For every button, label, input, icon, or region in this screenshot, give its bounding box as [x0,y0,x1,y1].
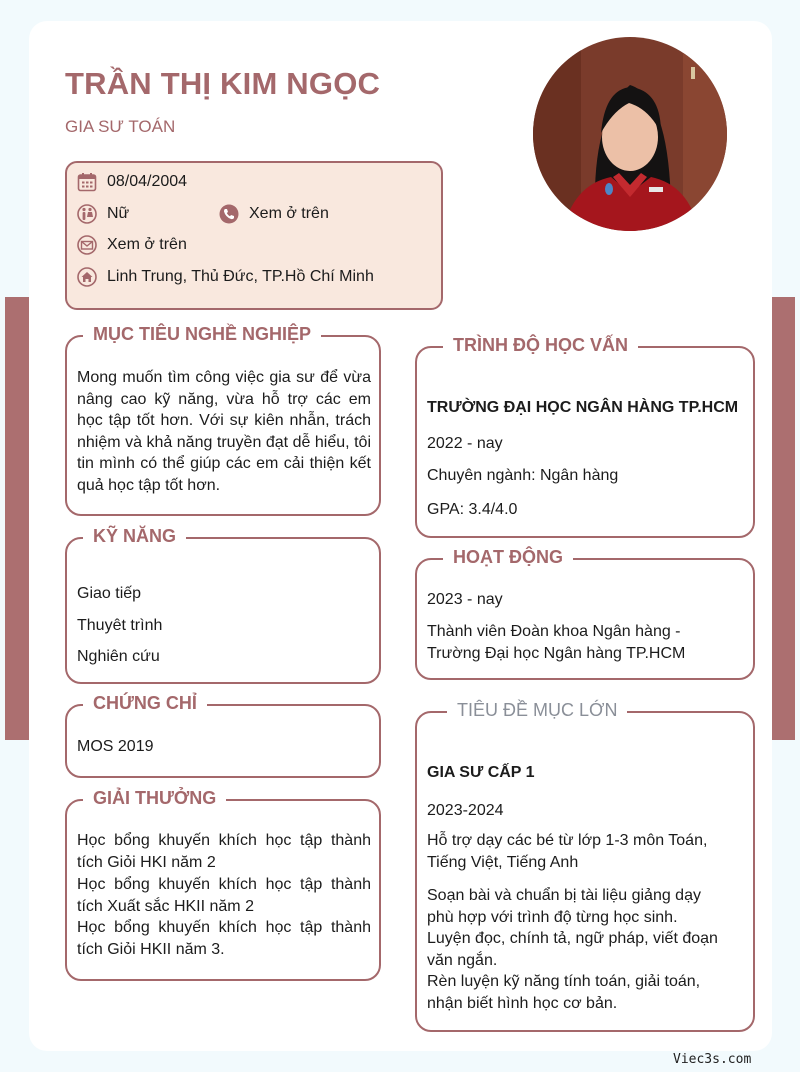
email-value: Xem ở trên [107,236,187,253]
education-gpa: GPA: 3.4/4.0 [427,501,518,518]
phone-row [219,204,329,224]
birthday-value: 08/04/2004 [107,173,188,190]
activity-period: 2023 - nay [427,591,503,608]
profile-photo [533,37,727,231]
award-item: Học bổng khuyến khích học tập thành tích Giỏi HKII năm 3. [77,919,371,958]
phone-value: Xem ở trên [249,205,329,222]
skill-item: Thuyêt trình [77,617,163,634]
experience-period: 2023-2024 [427,802,504,819]
experience-task: Luyện đọc, chính tả, ngữ pháp, viết đoạn văn ngắn. [427,930,718,969]
address-value: Linh Trung, Thủ Đức, TP.Hồ Chí Minh [107,268,374,285]
address-row [77,267,374,287]
objective-title: MỤC TIÊU NGHỀ NGHIỆP [83,324,321,345]
objective-section [65,324,381,516]
birthday-row [77,172,187,192]
certificates-title: CHỨNG CHỈ [83,693,207,714]
skills-title: KỸ NĂNG [83,526,186,547]
award-item: Học bổng khuyến khích học tập thành tích Xuất sắc HKII năm 2 [77,876,371,915]
experience-summary: Hỗ trợ dạy các bé từ lớp 1-3 môn Toán, Tiếng Việt, Tiếng Anh [427,832,708,871]
experience-title: TIÊU ĐỀ MỤC LỚN [447,700,627,721]
email-icon [77,235,97,255]
education-major: Chuyên ngành: Ngân hàng [427,467,619,484]
education-title: TRÌNH ĐỘ HỌC VẤN [443,335,638,356]
activities-title: HOẠT ĐỘNG [443,547,573,568]
gender-icon [77,204,97,224]
candidate-name: TRẦN THỊ KIM NGỌC [65,66,381,101]
activity-desc: Thành viên Đoàn khoa Ngân hàng - Trường Đại học Ngân hàng TP.HCM [427,623,686,662]
awards-section [65,788,381,981]
candidate-role: GIA SƯ TOÁN [65,117,176,136]
experience-position: GIA SƯ CẤP 1 [427,764,535,781]
side-band-right [771,297,795,740]
experience-task: Soạn bài và chuẩn bị tài liệu giảng dạy phù hợp với trình độ từng học sinh. [427,887,701,926]
calendar-icon [77,172,97,192]
objective-text: Mong muốn tìm công việc gia sư để vừa nâng cao kỹ năng, vừa hỗ trợ các em học tập tốt hơn. Với sự kiên nhẫn, trách nhiệm và khả năng truyền đạt dễ hiểu, tôi tin mình có thể giúp các em cải thiện kết quả học tập tốt hơn. [77,369,371,494]
awards-title: GIẢI THƯỞNG [83,788,226,809]
school-name: TRƯỜNG ĐẠI HỌC NGÂN HÀNG TP.HCM [427,399,739,416]
certificates-section [65,693,381,778]
skill-item: Giao tiếp [77,585,142,602]
activities-section [415,547,755,680]
side-band-left [5,297,29,740]
education-period: 2022 - nay [427,435,503,452]
gender-row [77,204,129,224]
home-icon [77,267,97,287]
certificate-item: MOS 2019 [77,738,154,755]
email-row [77,235,187,255]
experience-task: Rèn luyện kỹ năng tính toán, giải toán, nhận biết hình học cơ bản. [427,973,701,1012]
award-item: Học bổng khuyến khích học tập thành tích Giỏi HKI năm 2 [77,832,371,871]
site-watermark: Viec3s.com [673,1052,752,1067]
gender-value: Nữ [107,205,130,222]
phone-icon [219,204,239,224]
experience-section [415,700,755,1032]
education-section [415,335,755,538]
skills-section [65,526,381,684]
skill-item: Nghiên cứu [77,648,160,665]
